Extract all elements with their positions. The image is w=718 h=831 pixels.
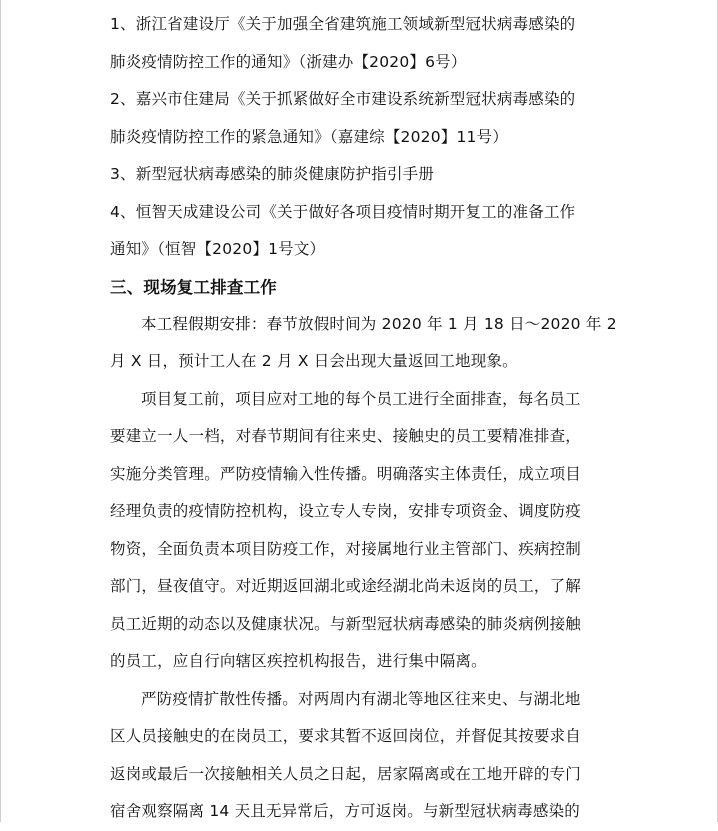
paragraph-screening xyxy=(110,381,610,681)
reference-line: 通知》（恒智【2020】1号文） xyxy=(110,240,326,258)
paragraph-line: 实施分类管理。严防疫情输入性传播。明确落实主体责任，成立项目 xyxy=(110,464,582,483)
paragraph-holiday-schedule xyxy=(110,306,617,381)
reference-line: 4、恒智天成建设公司《关于做好各项目疫情时期开复工的准备工作 xyxy=(110,202,576,221)
page-edge-left xyxy=(0,0,1,822)
paragraph-line: 区人员接触史的在岗员工，要求其暂不返回岗位，并督促其按要求自 xyxy=(110,727,582,745)
paragraph-line: 月 X 日，预计工人在 2 月 X 日会出现大量返回工地现象。 xyxy=(110,352,518,370)
paragraph-spread-prevention xyxy=(110,681,610,831)
paragraph-line: 要建立一人一档，对春节期间有往来史、接触史的员工要精准排查， xyxy=(110,427,582,445)
paragraph-line: 宿舍观察隔离 14 天且无异常后，方可返岗。与新型冠状病毒感染的 xyxy=(110,802,580,820)
reference-item-4 xyxy=(110,194,610,269)
reference-item-3 xyxy=(110,156,610,194)
paragraph-line: 本工程假期安排：春节放假时间为 2020 年 1 月 18 日～2020 年 2 xyxy=(141,314,617,333)
reference-line: 1、浙江省建设厅《关于加强全省建筑施工领域新型冠状病毒感染的 xyxy=(110,15,576,33)
paragraph-line: 经理负责的疫情防控机构，设立专人专岗，安排专项资金、调度防疫 xyxy=(110,502,582,520)
document-body xyxy=(110,6,617,831)
paragraph-line: 的员工，应自行向辖区疾控机构报告，进行集中隔离。 xyxy=(110,652,487,670)
section-heading: 三、现场复工排查工作 xyxy=(110,277,277,297)
reference-list xyxy=(110,6,610,269)
paragraph-line: 项目复工前，项目应对工地的每个员工进行全面排查，每名员工 xyxy=(141,389,581,408)
paragraph-line: 员工近期的动态以及健康状况。与新型冠状病毒感染的肺炎病例接触 xyxy=(110,614,582,633)
reference-line: 3、新型冠状病毒感染的肺炎健康防护指引手册 xyxy=(110,165,435,183)
reference-line: 2、嘉兴市住建局《关于抓紧做好全市建设系统新型冠状病毒感染的 xyxy=(110,90,576,108)
paragraph-line: 物资，全面负责本项目防疫工作，对接属地行业主管部门、疾病控制 xyxy=(110,539,582,558)
reference-item-1 xyxy=(110,6,610,81)
paragraph-line: 部门，昼夜值守。对近期返回湖北或途经湖北尚未返岗的员工，了解 xyxy=(110,577,582,595)
paragraph-line: 返岗或最后一次接触相关人员之日起，居家隔离或在工地开辟的专门 xyxy=(110,764,582,783)
reference-line: 肺炎疫情防控工作的通知》（浙建办【2020】6号） xyxy=(110,52,467,71)
reference-line: 肺炎疫情防控工作的紧急通知》（嘉建综【2020】11号） xyxy=(110,127,509,146)
paragraph-line: 严防疫情扩散性传播。对两周内有湖北等地区往来史、与湖北地 xyxy=(141,689,581,708)
reference-item-2 xyxy=(110,81,610,156)
